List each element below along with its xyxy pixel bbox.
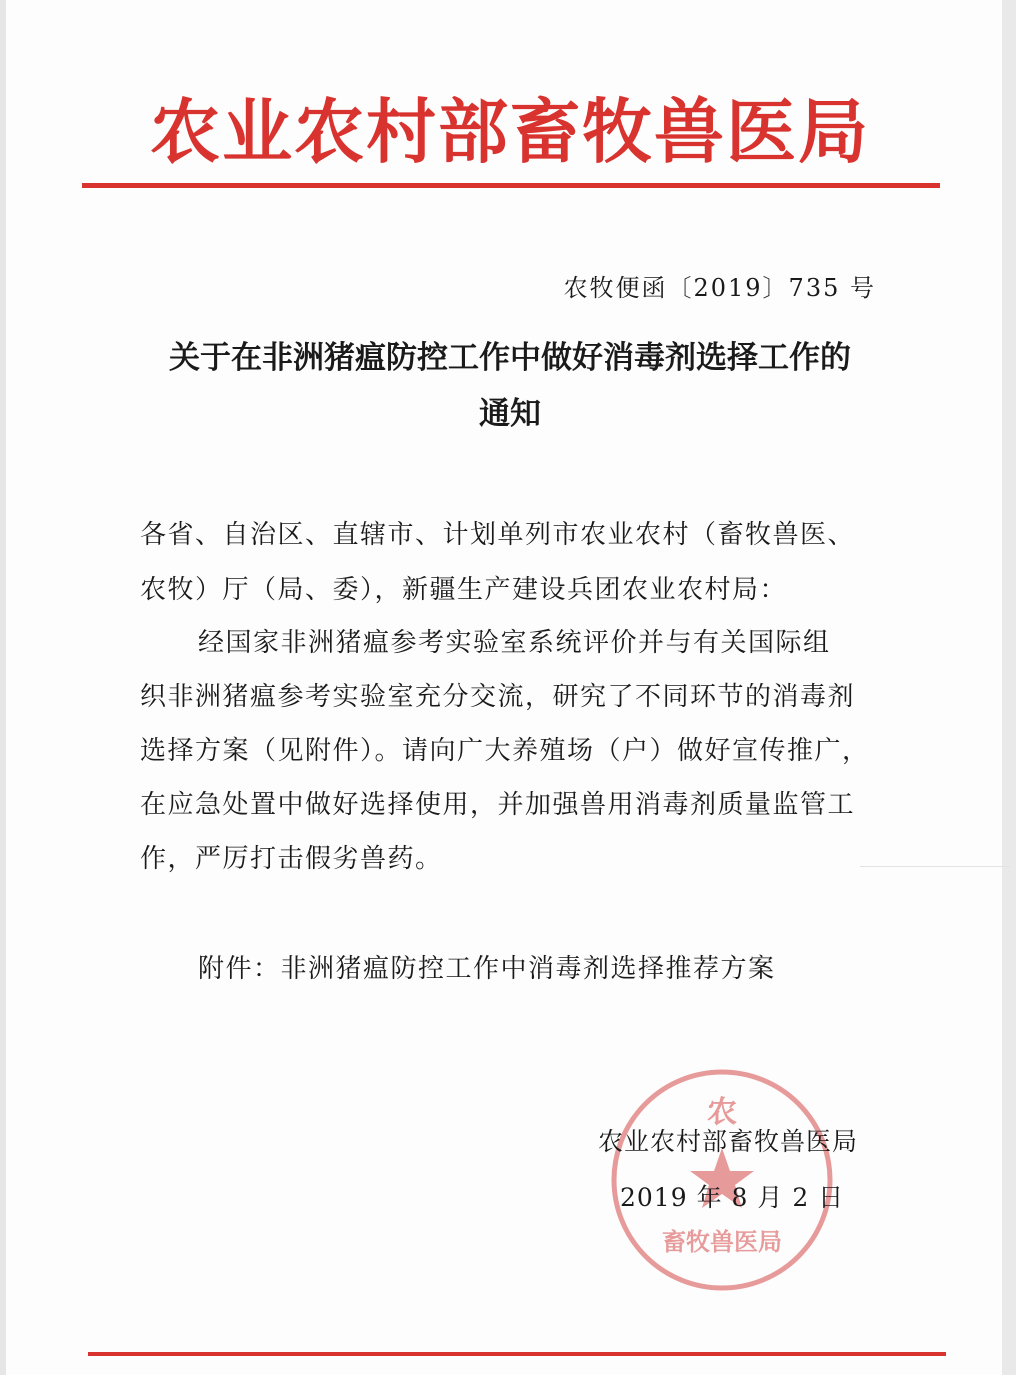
- salutation: [140, 508, 900, 618]
- salutation-line-2: 农牧）厅（局、委），新疆生产建设兵团农业农村局：: [140, 575, 788, 605]
- paper-crease: [860, 866, 1010, 867]
- seal-top-text: 农: [707, 1095, 737, 1130]
- title-line-2: 通知: [479, 396, 541, 432]
- right-margin-shade: [1002, 0, 1016, 1375]
- left-margin-shade: [0, 0, 6, 1375]
- salutation-line-1: 各省、自治区、直辖市、计划单列市农业农村（畜牧兽医、: [140, 520, 856, 550]
- document-number: 农牧便函〔2019〕735 号: [563, 274, 876, 302]
- document-title: [100, 330, 920, 442]
- masthead-red-rule: [82, 183, 940, 188]
- seal-bottom-text: 畜牧兽医局: [662, 1227, 782, 1256]
- footer-red-rule: [88, 1352, 946, 1356]
- body-line: 在应急处置中做好选择使用，并加强兽用消毒剂质量监管工: [140, 790, 856, 820]
- body-line: 经国家非洲猪瘟参考实验室系统评价并与有关国际组: [198, 628, 831, 658]
- body-line: 选择方案（见附件）。请向广大养殖场（户）做好宣传推广，: [140, 736, 870, 766]
- body-line: 作，严厉打击假劣兽药。: [140, 844, 443, 874]
- signing-date: 2019 年 8 月 2 日: [620, 1183, 845, 1212]
- body-line: 织非洲猪瘟参考实验室充分交流，研究了不同环节的消毒剂: [140, 682, 856, 712]
- agency-masthead: 农业农村部畜牧兽医局: [150, 90, 870, 173]
- title-line-1: 关于在非洲猪瘟防控工作中做好消毒剂选择工作的: [169, 340, 851, 376]
- body-paragraph: [140, 616, 900, 886]
- signing-agency: 农业农村部畜牧兽医局: [598, 1127, 859, 1156]
- attachment-note: 附件：非洲猪瘟防控工作中消毒剂选择推荐方案: [198, 954, 776, 984]
